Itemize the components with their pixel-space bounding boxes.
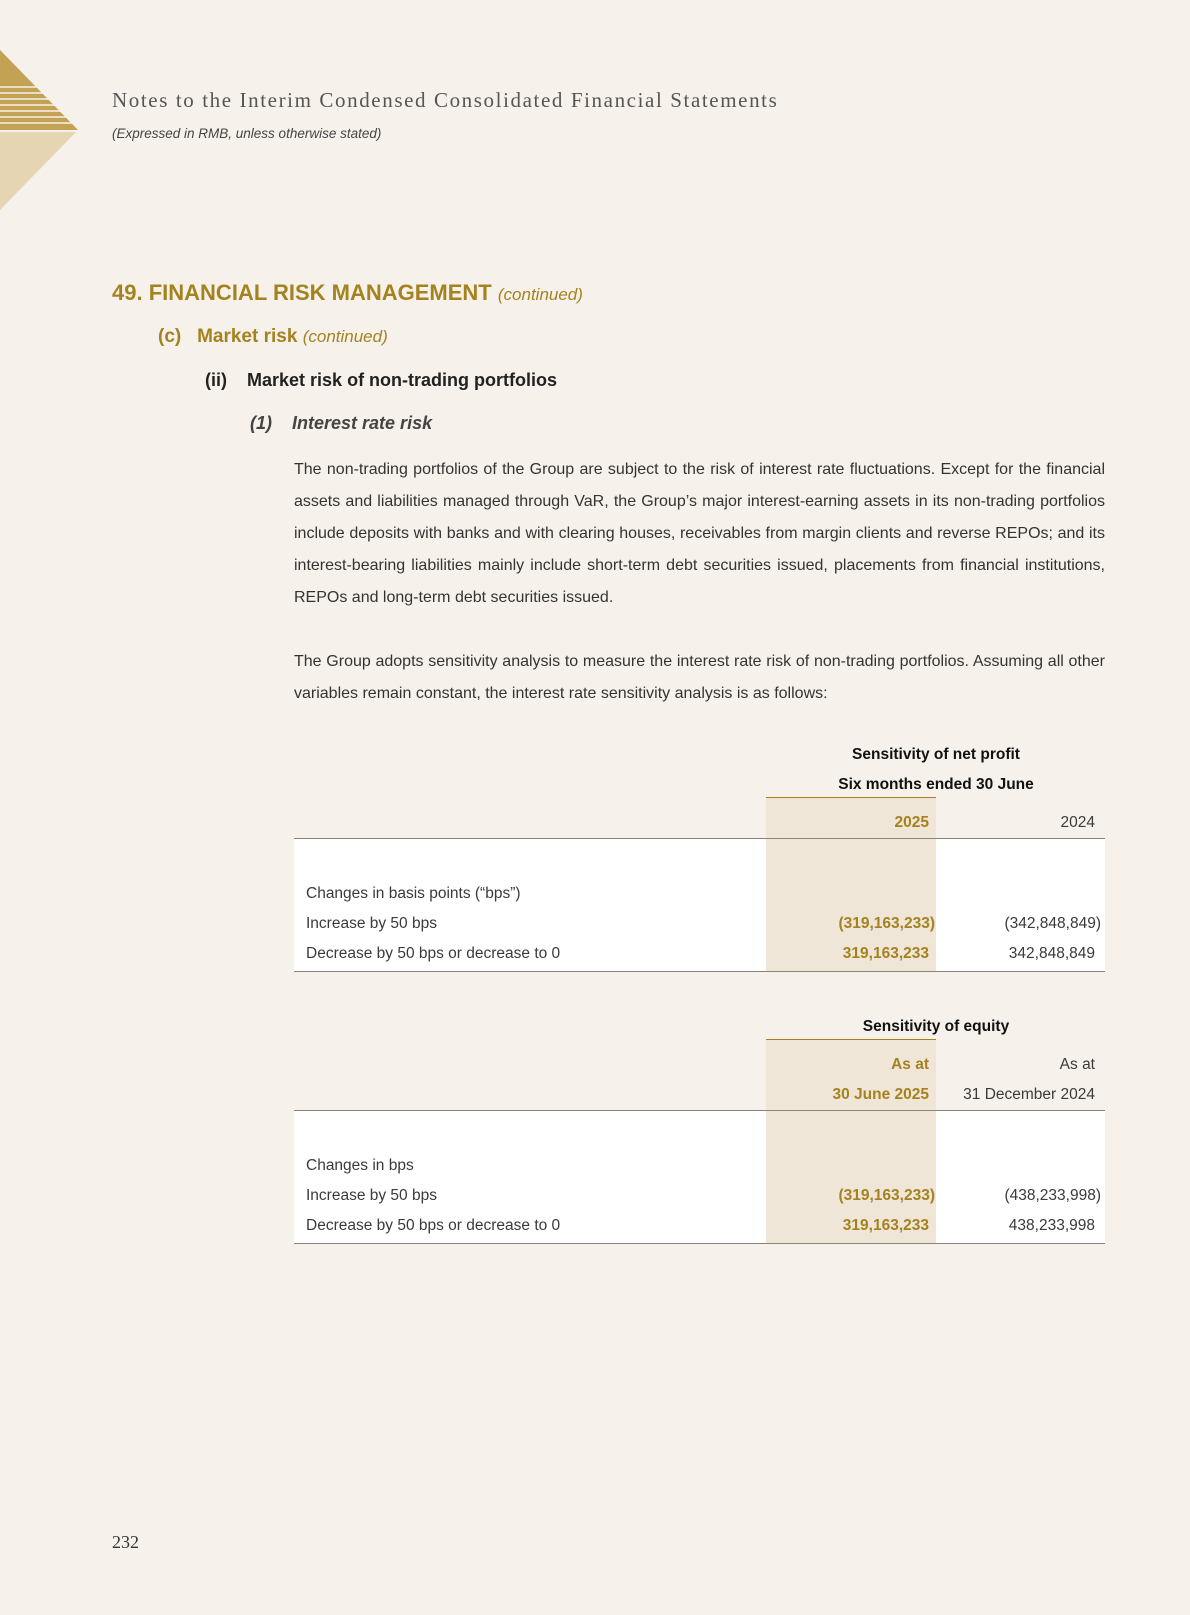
row-label: Decrease by 50 bps or decrease to 0: [306, 1217, 561, 1234]
equity-sensitivity-table: [294, 1012, 1105, 1244]
bottom-rule: [294, 1243, 1105, 1244]
section-number: 49.: [112, 280, 143, 305]
row-label: Increase by 50 bps: [306, 915, 437, 932]
subsection-number: (c): [158, 326, 182, 347]
paragraph-2: The Group adopts sensitivity analysis to measure the interest rate risk of non-trading portfolios. Assuming all other variables remain constant, the interest rate sensitivity analysis is as follows:: [294, 653, 1105, 702]
subsub-number: (ii): [205, 370, 227, 390]
running-header-title: Notes to the Interim Condensed Consolidated Financial Statements: [112, 88, 779, 112]
section-heading: [112, 280, 583, 306]
section-title: FINANCIAL RISK MANAGEMENT: [148, 280, 492, 305]
row-label: Increase by 50 bps: [306, 1187, 437, 1204]
col-header-2024: 2024: [1060, 814, 1095, 831]
table-row: [294, 879, 1105, 909]
col-header-prior-b: 31 December 2024: [963, 1086, 1095, 1103]
table-title: Sensitivity of net profit: [852, 746, 1020, 763]
paragraph-1: The non-trading portfolios of the Group are subject to the risk of interest rate fluctuations. Except for the financial assets and liabilities managed through VaR, the Group’s major interest-earning assets in its non-trading portfolios include deposits with banks and with clearing houses, receivables from margin clients and reverse REPOs; and its interest-bearing liabilities mainly include short-term debt securities issued, placements from financial institutions, REPOs and long-term debt securities issued.: [294, 461, 1105, 606]
row-label: Changes in basis points (“bps”): [306, 885, 521, 902]
bottom-rule: [294, 971, 1105, 972]
row-label: Decrease by 50 bps or decrease to 0: [306, 945, 561, 962]
table-row: [294, 909, 1105, 939]
table-title: Sensitivity of equity: [862, 1018, 1010, 1035]
col-header-prior-a: As at: [1059, 1056, 1095, 1073]
header-rule: [294, 838, 1105, 839]
subsection-title: Market risk: [197, 326, 298, 347]
table-row: [294, 1151, 1105, 1181]
subsection-heading: [158, 326, 388, 348]
page-number: 232: [112, 1532, 139, 1552]
item-heading: [250, 413, 432, 434]
value-current: (319,163,233): [838, 1187, 935, 1204]
header-rule: [294, 1110, 1105, 1111]
col-header-current-a: As at: [891, 1056, 929, 1073]
col-header-current-b: 30 June 2025: [832, 1086, 929, 1103]
continued-label: (continued): [302, 327, 388, 346]
table-row: [294, 1181, 1105, 1211]
corner-decoration-icon: [0, 50, 80, 212]
value-2025: (319,163,233): [838, 915, 935, 932]
value-2025: 319,163,233: [842, 945, 929, 962]
value-2024: (342,848,849): [1004, 915, 1101, 932]
row-label: Changes in bps: [306, 1157, 414, 1174]
net-profit-sensitivity-table: [294, 740, 1105, 972]
item-title: Interest rate risk: [292, 413, 433, 433]
continued-label: (continued): [497, 285, 583, 304]
value-2024: 342,848,849: [1008, 945, 1095, 962]
running-header-subtitle: (Expressed in RMB, unless otherwise stated): [112, 126, 382, 141]
subsubsection-heading: [205, 370, 557, 391]
table-row: [294, 1211, 1105, 1241]
table-row: [294, 939, 1105, 969]
value-current: 319,163,233: [842, 1217, 929, 1234]
col-header-2025: 2025: [894, 814, 929, 831]
subsub-title: Market risk of non-trading portfolios: [247, 370, 558, 390]
value-prior: 438,233,998: [1008, 1217, 1095, 1234]
value-prior: (438,233,998): [1004, 1187, 1101, 1204]
item-number: (1): [250, 413, 272, 433]
table-period: Six months ended 30 June: [838, 776, 1034, 793]
